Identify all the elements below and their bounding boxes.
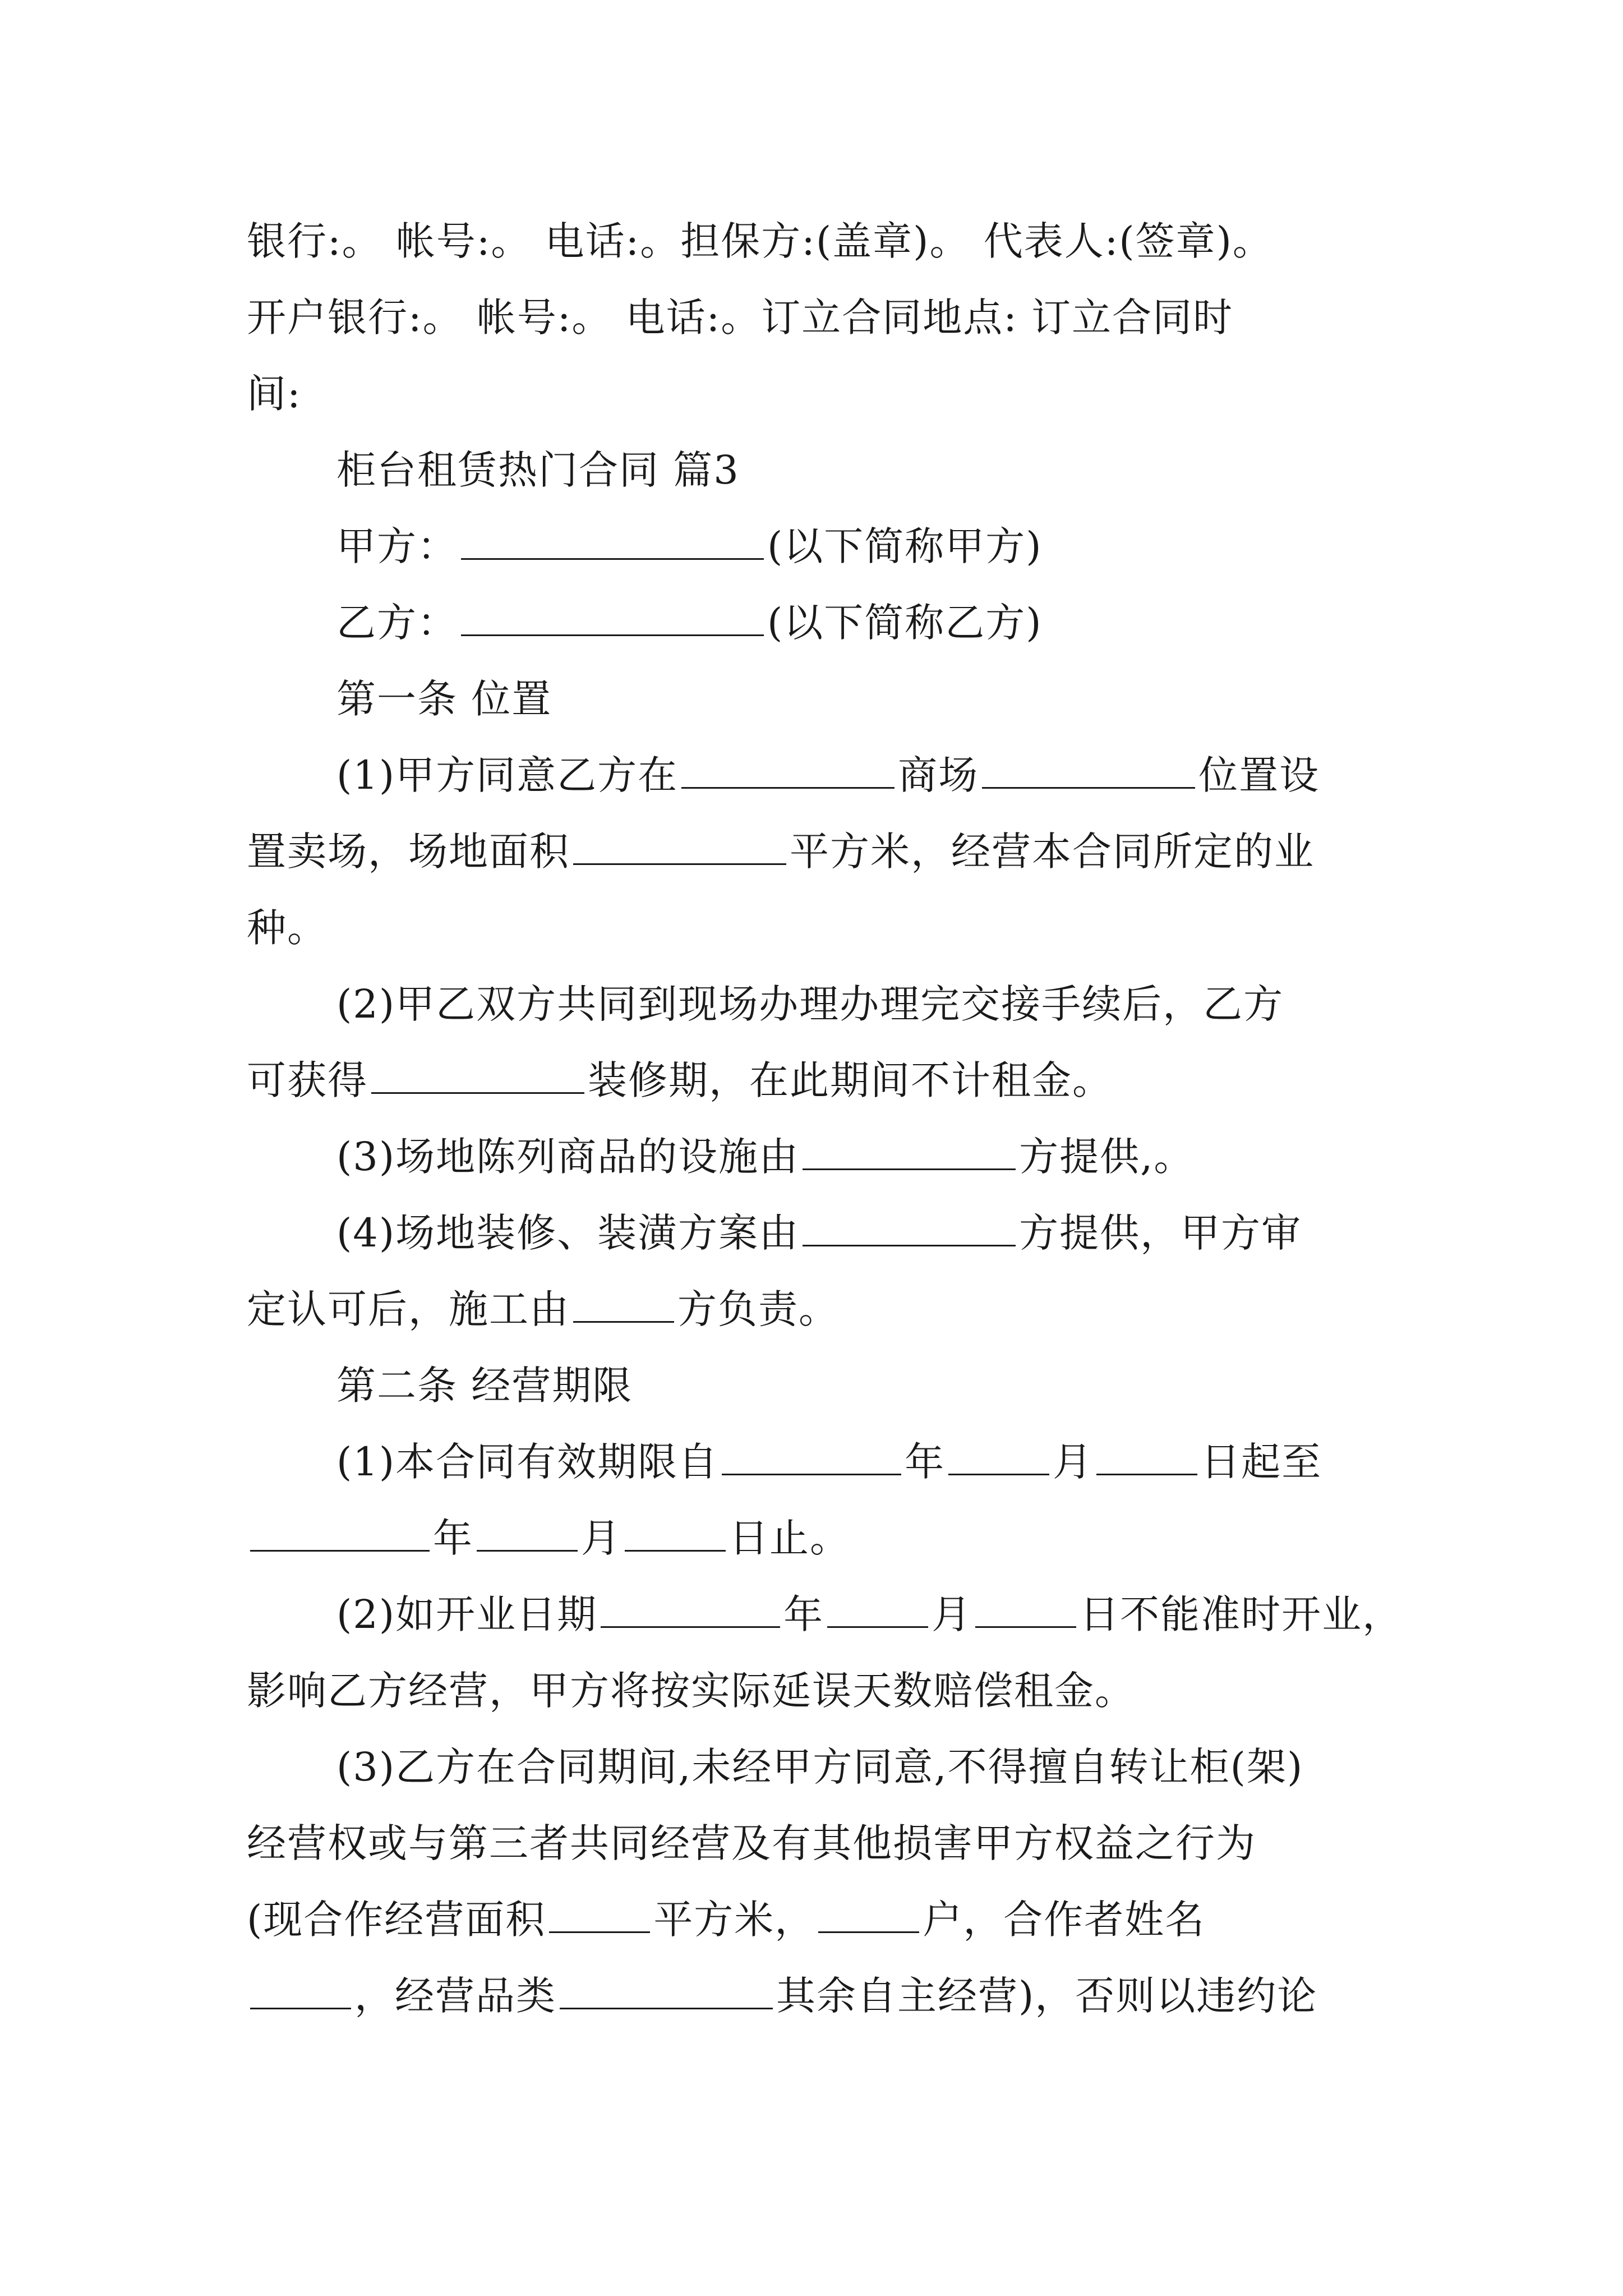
clause-line	[247, 1729, 1385, 1805]
clause-text: 日止。	[729, 1515, 850, 1561]
party-b-line	[247, 585, 1385, 661]
fill-blank	[948, 1439, 1049, 1475]
clause-text: 月	[932, 1591, 972, 1637]
clause-line	[247, 1042, 1385, 1119]
clause-text: 平方米，经营本合同所定的业	[790, 829, 1315, 875]
fill-blank	[975, 1591, 1076, 1628]
contact-info-line: 间:	[247, 371, 302, 417]
clause-text: 影响乙方经营，甲方将按实际延误天数赔偿租金。	[247, 1668, 1135, 1714]
document-body	[247, 203, 1403, 2034]
clause-text: 年	[433, 1515, 473, 1561]
clause-text: 方提供,。	[1019, 1134, 1195, 1180]
clause-text: (1)本合同有效期限自	[336, 1439, 719, 1485]
clause-line	[247, 1195, 1385, 1271]
party-a-note: (以下简称甲方)	[767, 523, 1043, 569]
fill-blank	[250, 1515, 430, 1552]
clause-text: (3)场地陈列商品的设施由	[336, 1134, 800, 1180]
clause-line	[247, 966, 1385, 1042]
fill-blank	[803, 1134, 1016, 1170]
clause-text: (4)场地装修、装潢方案由	[336, 1210, 800, 1256]
fill-blank	[827, 1591, 928, 1628]
article-2-title: 第二条 经营期限	[336, 1363, 633, 1409]
clause-line	[247, 737, 1385, 813]
clause-text: (2)甲乙双方共同到现场办理办理完交接手续后，乙方	[336, 981, 1284, 1027]
fill-blank	[1096, 1439, 1197, 1475]
party-a-line	[247, 508, 1385, 585]
contract-title: 柜台租赁热门合同 篇3	[336, 447, 740, 493]
clause-line	[247, 1500, 1385, 1576]
fill-blank	[477, 1515, 578, 1552]
article-1-title: 第一条 位置	[336, 676, 552, 722]
clause-text: (1)甲方同意乙方在	[336, 752, 679, 798]
fill-blank	[250, 1973, 351, 2009]
text-line	[247, 279, 1385, 356]
fill-blank	[722, 1439, 901, 1475]
clause-text: 平方米，	[653, 1897, 815, 1943]
party-a-label: 甲方：	[336, 523, 458, 569]
fill-blank	[560, 1973, 773, 2009]
clause-text: (现合作经营面积	[247, 1897, 546, 1943]
clause-line	[247, 1958, 1385, 2034]
clause-text: 日不能准时开业，	[1080, 1591, 1403, 1637]
party-a-blank	[461, 523, 764, 560]
clause-text: 日起至	[1201, 1439, 1322, 1485]
clause-line	[247, 1271, 1385, 1347]
clause-text: (2)如开业日期	[336, 1591, 598, 1637]
fill-blank	[371, 1057, 584, 1094]
clause-text: 经营权或与第三者共同经营及有其他损害甲方权益之行为	[247, 1820, 1256, 1866]
clause-line	[247, 890, 1385, 966]
fill-blank	[982, 752, 1195, 789]
clause-text: 月	[1053, 1439, 1094, 1485]
fill-blank	[681, 752, 895, 789]
clause-line	[247, 1576, 1403, 1653]
contact-info-line: 银行:。 帐号:。 电话:。担保方:(盖章)。 代表人:(签章)。	[247, 218, 1273, 264]
clause-line	[247, 1119, 1385, 1195]
fill-blank	[573, 1286, 674, 1323]
fill-blank	[549, 1897, 650, 1933]
clause-text: 装修期，在此期间不计租金。	[588, 1057, 1113, 1103]
clause-text: 方提供，甲方审	[1019, 1210, 1302, 1256]
clause-text: 商场	[898, 752, 979, 798]
article-heading	[247, 661, 1385, 737]
clause-line	[247, 1881, 1385, 1958]
clause-text: 置卖场，场地面积	[247, 829, 570, 875]
party-b-note: (以下简称乙方)	[767, 600, 1043, 646]
clause-text: 位置设	[1198, 752, 1320, 798]
clause-text: 月	[581, 1515, 621, 1561]
fill-blank	[818, 1897, 919, 1933]
clause-line	[247, 1424, 1385, 1500]
text-line	[247, 356, 1385, 432]
clause-line	[247, 1805, 1385, 1881]
clause-text: 定认可后，施工由	[247, 1286, 570, 1332]
clause-text: 方负责。	[677, 1286, 839, 1332]
clause-text: 其余自主经营)，否则以违约论	[776, 1973, 1318, 2019]
clause-text: (3)乙方在合同期间,未经甲方同意,不得擅自转让柜(架)	[336, 1744, 1304, 1790]
fill-blank	[601, 1591, 780, 1628]
clause-text: 种。	[247, 905, 328, 951]
party-b-blank	[461, 600, 764, 636]
clause-text: ，经营品类	[354, 1973, 556, 2019]
fill-blank	[803, 1210, 1016, 1246]
clause-text: 户，合作者姓名	[923, 1897, 1206, 1943]
fill-blank	[573, 829, 786, 865]
party-b-label: 乙方：	[336, 600, 458, 646]
clause-text: 年	[905, 1439, 946, 1485]
article-heading	[247, 1347, 1385, 1424]
contact-info-line: 开户银行:。 帐号:。 电话:。订立合同地点: 订立合同时	[247, 295, 1234, 341]
clause-text: 年	[783, 1591, 824, 1637]
clause-line	[247, 1653, 1385, 1729]
fill-blank	[625, 1515, 726, 1552]
clause-text: 可获得	[247, 1057, 368, 1103]
text-line	[247, 203, 1385, 279]
section-title	[247, 432, 1385, 508]
clause-line	[247, 813, 1385, 890]
